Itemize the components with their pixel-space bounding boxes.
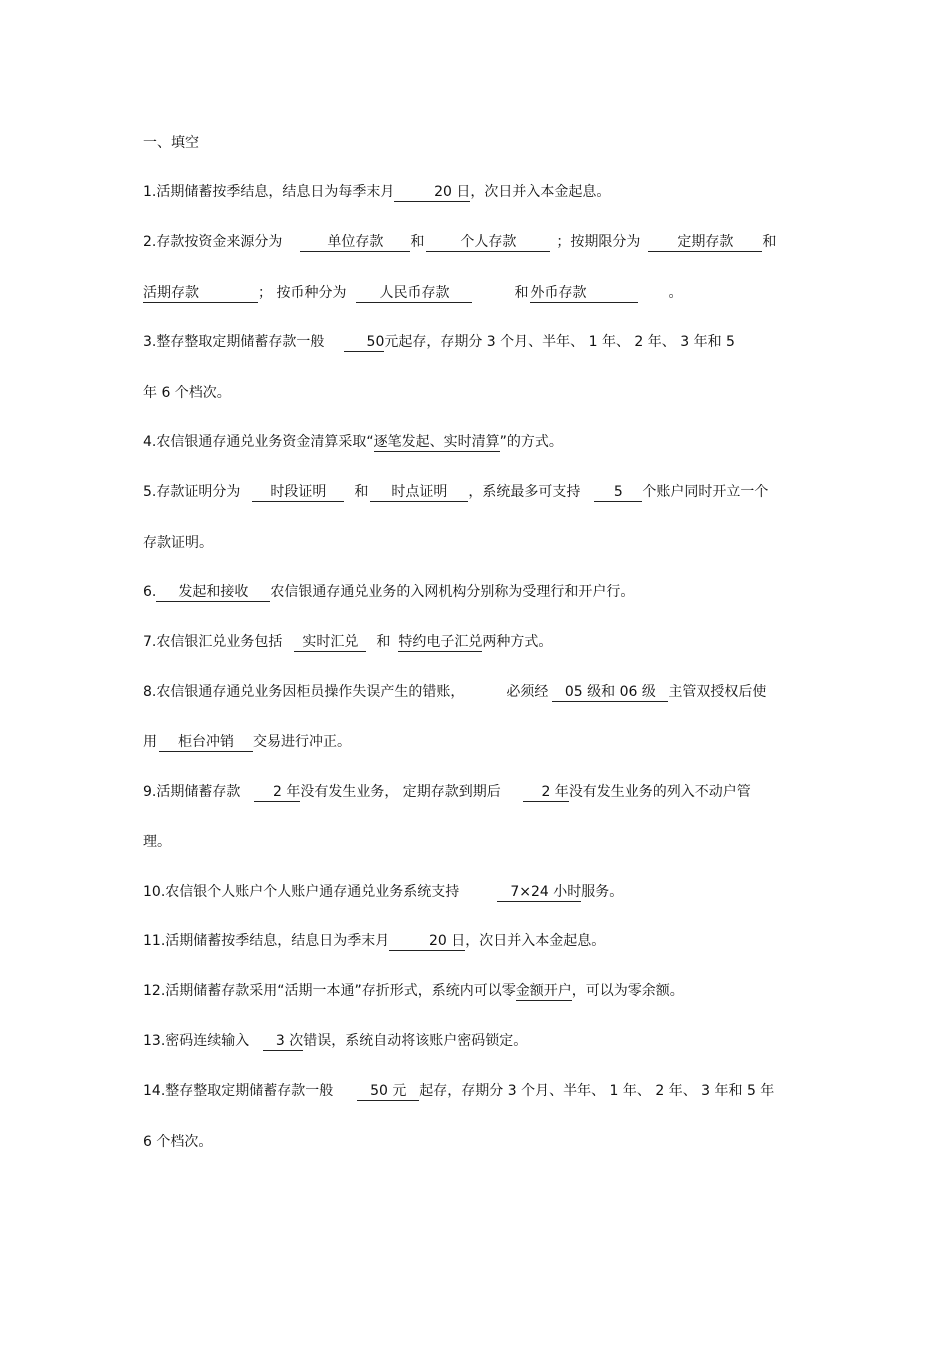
answer-blank: 柜台冲销 <box>159 733 253 752</box>
answer-blank: 2 年 <box>254 783 300 802</box>
answer-blank: 20 日 <box>389 932 465 951</box>
question-1: 1.活期储蓄按季结息，结息日为每季末月 20 日，次日并入本金起息。 <box>143 184 611 200</box>
answer-blank: 05 级和 06 级 <box>552 683 668 702</box>
question-13: 13.密码连续输入 3 次错误，系统自动将该账户密码锁定。 <box>143 1033 528 1049</box>
question-8-cont: 用 柜台冲销 交易进行冲正。 <box>143 734 351 750</box>
answer-blank: 时段证明 <box>252 483 344 502</box>
answer-blank: 7×24 小时 <box>497 883 581 902</box>
answer-blank: 50 元 <box>357 1082 419 1101</box>
question-14-cont: 6 个档次。 <box>143 1134 213 1150</box>
question-10: 10.农信银个人账户个人账户通存通兑业务系统支持 7×24 小时服务。 <box>143 884 624 900</box>
question-4: 4.农信银通存通兑业务资金清算采取“逐笔发起、实时清算”的方式。 <box>143 434 563 450</box>
question-9-cont: 理。 <box>143 834 171 850</box>
answer-blank: 个人存款 <box>426 233 550 252</box>
answer-blank: 实时汇兑 <box>294 633 366 652</box>
question-6: 6. 发起和接收 农信银通存通兑业务的入网机构分别称为受理行和开户行。 <box>143 584 635 600</box>
question-3: 3.整存整取定期储蓄存款一般 50元起存，存期分 3 个月、半年、 1 年、 2 年、 3 年和 5 <box>143 334 735 350</box>
question-14: 14.整存整取定期储蓄存款一般 50 元 起存，存期分 3 个月、半年、 1 年、 2 年、 3 年和 5 年 <box>143 1083 775 1099</box>
question-5: 5.存款证明分为 时段证明 和 时点证明 ，系统最多可支持 5 个账户同时开立一个 <box>143 484 769 500</box>
answer-blank: 逐笔发起、实时清算 <box>373 434 500 450</box>
answer-blank: 人民币存款 <box>356 284 472 303</box>
question-12: 12.活期储蓄存款采用“活期一本通”存折形式，系统内可以零金额开户，可以为零余额。 <box>143 983 684 999</box>
answer-blank: 5 <box>594 483 642 502</box>
question-5-cont: 存款证明。 <box>143 535 213 551</box>
answer-blank: 金额开户 <box>515 983 572 999</box>
question-3-cont: 年 6 个档次。 <box>143 385 231 401</box>
answer-blank: 外币存款 <box>530 284 638 303</box>
answer-blank: 单位存款 <box>300 233 410 252</box>
answer-blank: 50 <box>344 333 384 352</box>
question-8: 8.农信银通存通兑业务因柜员操作失误产生的错账， 必须经 05 级和 06 级 主管双授权后使 <box>143 684 767 700</box>
question-2: 2.存款按资金来源分为 单位存款 和 个人存款 ；按期限分为 定期存款 和 <box>143 234 777 250</box>
answer-blank: 3 次 <box>263 1032 303 1051</box>
answer-blank: 20 日 <box>394 183 470 202</box>
question-11: 11.活期储蓄按季结息，结息日为季末月 20 日，次日并入本金起息。 <box>143 933 606 949</box>
answer-blank: 定期存款 <box>648 233 762 252</box>
question-2-cont: 活期存款 ； 按币种分为 人民币存款 和 外币存款 。 <box>143 285 683 301</box>
answer-blank: 活期存款 <box>143 284 258 303</box>
answer-blank: 特约电子汇兑 <box>398 634 483 650</box>
question-7: 7.农信银汇兑业务包括 实时汇兑 和 特约电子汇兑两种方式。 <box>143 634 553 650</box>
answer-blank: 2 年 <box>523 783 569 802</box>
answer-blank: 发起和接收 <box>156 583 270 602</box>
answer-blank: 时点证明 <box>370 483 468 502</box>
question-9: 9.活期储蓄存款 2 年没有发生业务， 定期存款到期后 2 年没有发生业务的列入不动户管 <box>143 784 751 800</box>
section-title: 一、填空 <box>143 135 199 151</box>
